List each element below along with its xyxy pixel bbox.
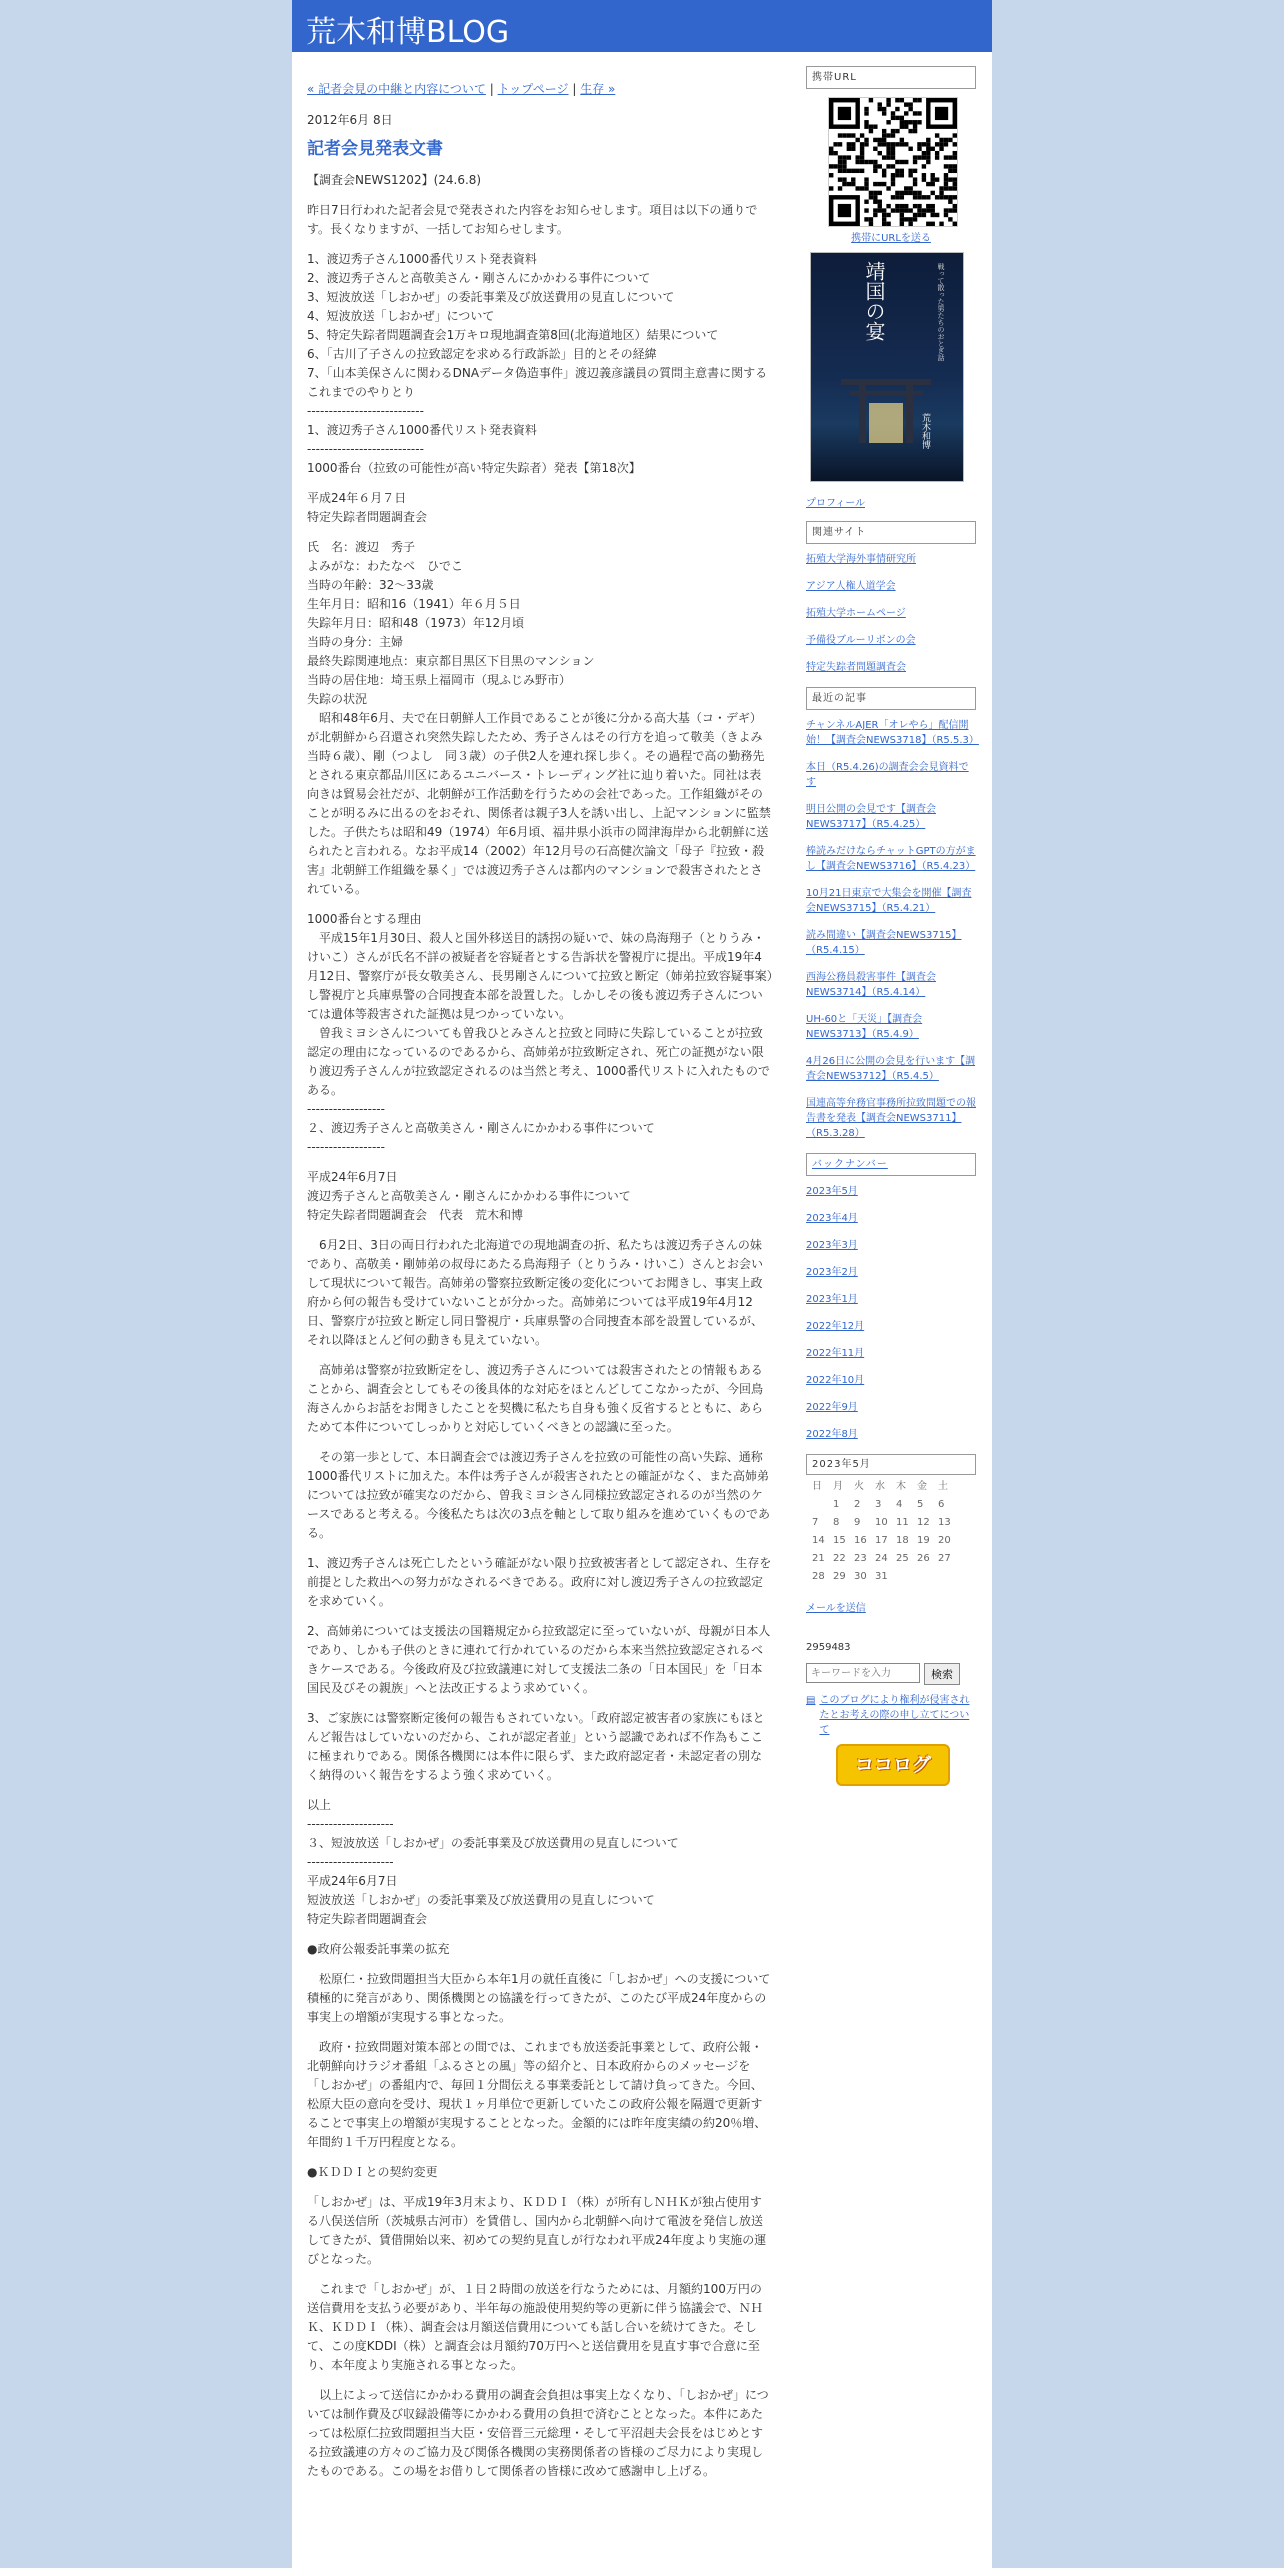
recent-entries-list <box>806 718 979 1141</box>
entry-paragraph: 平成24年６月７日 特定失踪者問題調査会 <box>307 491 428 524</box>
sidebar <box>806 66 979 1786</box>
cocolog-logo-text: ココログ <box>854 1754 931 1776</box>
calendar-weekday: 月 <box>833 1481 843 1492</box>
calendar-day: 19 <box>917 1535 930 1546</box>
entry-navigation <box>307 80 773 99</box>
calendar <box>812 1479 959 1587</box>
related-sites-heading: 関連サイト <box>806 521 976 544</box>
entry-paragraph: 以上 -------------------- ３、短波放送「しおかぜ」の委託事業及び放送費用の見直しについて -------------------- 平成24年6月7日 短波放送「しおかぜ」の委託事業及び放送費用の見直しについて 特定失踪者問題調査会 <box>307 1798 679 1926</box>
backnumber-link[interactable]: 2023年3月 <box>806 1240 858 1251</box>
entry-paragraph: 1000番台とする理由 平成15年1月30日、殺人と国外移送目的誘拐の疑いで、妹の鳥海翔子（とりうみ・けいこ）さんが氏名不詳の被疑者を容疑者とする告訴状を警視庁に提出。平成19年4月12日、警察庁が長女敬美さん、長男剛さんについて拉致と断定（姉弟拉致容疑事案）し警視庁と兵庫県警の合同捜査本部を設置した。しかしその後も渡辺秀子さんについては遺体等殺害された証拠は見つかっていない。 曽我ミヨシさんについても曽我ひとみさんと拉致と同時に失踪していることが拉致認定の理由になっているのであるから、高姉弟が拉致断定され、死亡の証拠がない限り渡辺秀子さんんが拉致認定されるのは当然と考え、1000番代リストに入れたものである。 ------------------ ２、渡辺秀子さんと高敬美さん・剛さんにかかわる事件について ------------------ <box>307 912 773 1154</box>
calendar-day: 24 <box>875 1553 888 1564</box>
torii-illustration <box>841 373 931 443</box>
rights-report-label: このブログにより権利が侵害されたとお考えの際の申し立てについて <box>819 1695 970 1736</box>
entry-paragraph: 「しおかぜ」は、平成19年3月末より、ＫＤＤＩ（株）が所有しＮＨＫが独占使用する八俣送信所（茨城県古河市）を賃借し、国内から北朝鮮へ向けて電波を発信し放送してきたが、賃借開始以来、初めての契約見直しが行なわれ平成24年度より実施の運びとなった。 <box>307 2195 767 2266</box>
backnumber-link[interactable]: 2022年12月 <box>806 1321 865 1332</box>
calendar-day: 6 <box>938 1499 945 1510</box>
related-site-link[interactable]: 予備役ブルーリボンの会 <box>806 635 916 646</box>
calendar-day: 9 <box>854 1517 861 1528</box>
recent-entry-link[interactable]: 明日公開の会見です【調査会NEWS3717】（R5.4.25） <box>806 804 936 830</box>
entry-paragraph: 3、ご家族には警察断定後何の報告もされていない。「政府認定被害者の家族にもほとんど報告はしていないのだから、これが認定者並」という認識であれば不作為もここに極まれりである。関係各機関には本件に限らず、また政府認定者・未認定者の別なく納得のいく報告をするよう強く求めていく。 <box>307 1711 765 1782</box>
qr-code-graphic <box>829 98 957 226</box>
entry-paragraph: 1、渡辺秀子さんは死亡したという確証がない限り拉致被害者として認定され、生存を前提とした救出への努力がなされるべきである。政府に対し渡辺秀子さんの拉致認定を求めていく。 <box>307 1556 772 1608</box>
backnumber-list <box>806 1184 976 1442</box>
next-entry-link[interactable]: 生存 » <box>580 82 616 96</box>
entry-date: 2012年6月 8日 <box>307 113 393 127</box>
calendar-day: 30 <box>854 1571 867 1582</box>
mail-link[interactable]: メールを送信 <box>806 1603 866 1614</box>
book-author: 荒木和博 <box>920 413 930 449</box>
entry-title[interactable]: 記者会見発表文書 <box>307 139 443 159</box>
entry-paragraph: その第一歩として、本日調査会では渡辺秀子さんを拉致の可能性の高い失踪、通称1000番代リストに加えた。本件は秀子さんが殺害されたとの確証がなく、また高姉弟については拉致が確実なのだから、曽我ミヨシさん同様拉致認定されるのが当然のケースであると考える。今後私たちは次の3点を軸として取り組みを進めていくものである。 <box>307 1450 771 1540</box>
recent-entry-link[interactable]: 西海公務員殺害事件【調査会NEWS3714】（R5.4.14） <box>806 972 936 998</box>
book-title: 靖国の宴 <box>862 261 886 341</box>
related-site-link[interactable]: 拓殖大学ホームページ <box>806 608 906 619</box>
related-site-link[interactable]: 拓殖大学海外事情研究所 <box>806 554 916 565</box>
recent-entry-link[interactable]: 本日（R5.4.26)の調査会会見資料です <box>806 762 969 788</box>
report-icon: ▤ <box>806 1695 816 1706</box>
entry-paragraph: 平成24年6月7日 渡辺秀子さんと高敬美さん・剛さんにかかわる事件について 特定失踪者問題調査会 代表 荒木和博 <box>307 1170 631 1222</box>
calendar-weekday: 火 <box>854 1481 864 1492</box>
calendar-day: 8 <box>833 1517 840 1528</box>
calendar-day: 31 <box>875 1571 888 1582</box>
blog-title[interactable]: 荒木和博BLOG <box>306 15 510 50</box>
calendar-day: 27 <box>938 1553 951 1564</box>
send-url-link[interactable]: 携帯にURLを送る <box>851 233 931 244</box>
qr-code <box>828 97 958 227</box>
related-site-link[interactable]: 特定失踪者問題調査会 <box>806 662 906 673</box>
entry-paragraph: 2、高姉弟については支援法の国籍規定から拉致認定に至っていないが、母親が日本人であり、しかも子供のときに連れて行かれているのだから本来当然拉致認定されるべきケースである。今後政府及び拉致議連に対して支援法二条の「日本国民」を「日本国民及びその親族」へと法改正するよう求めていく。 <box>307 1624 771 1695</box>
profile-link[interactable]: プロフィール <box>806 498 865 509</box>
calendar-day <box>812 1497 833 1515</box>
calendar-weekday: 木 <box>896 1481 906 1492</box>
recent-entry-link[interactable]: 国連高等弁務官事務所拉致問題での報告書を発表【調査会NEWS3711】（R5.3.28） <box>806 1098 976 1139</box>
search-form <box>806 1663 976 1685</box>
recent-entry-link[interactable]: 読み間違い【調査会NEWS3715】（R5.4.15） <box>806 930 962 956</box>
backnumber-link[interactable]: 2022年11月 <box>806 1348 865 1359</box>
prev-entry-link[interactable]: « 記者会見の中継と内容について <box>307 82 486 96</box>
calendar-day: 13 <box>938 1517 951 1528</box>
calendar-day: 26 <box>917 1553 930 1564</box>
calendar-day: 3 <box>875 1499 882 1510</box>
recent-entry-link[interactable]: チャンネルAJER「オレやら」配信開始！【調査会NEWS3718】（R5.5.3） <box>806 720 979 746</box>
top-page-link[interactable]: トップページ <box>497 82 569 96</box>
calendar-day: 18 <box>896 1535 909 1546</box>
backnumber-link[interactable]: 2022年8月 <box>806 1429 858 1440</box>
backnumber-heading[interactable]: バックナンバー <box>806 1153 976 1176</box>
nav-separator: | <box>568 82 581 96</box>
search-button[interactable]: 検索 <box>924 1663 960 1685</box>
calendar-weekday: 金 <box>917 1481 927 1492</box>
calendar-day <box>896 1569 917 1587</box>
calendar-day: 23 <box>854 1553 867 1564</box>
entry-paragraph: 以上によって送信にかかわる費用の調査会負担は事実上なくなり、「しおかぜ」については制作費及び収録設備等にかかわる費用の負担で済むこととなった。本件にあたっては松原仁拉致問題担当大臣・安倍晋三元総理・そして平沼赳夫会長をはじめとする拉致議連の方々のご協力及び関係各機関の実務関係者の皆様のご尽力により実現したものである。この場をお借りして関係者の皆様に改めて感謝申し上げる。 <box>307 2388 769 2478</box>
rights-report-link[interactable] <box>806 1693 976 1738</box>
entry-paragraph: 6月2日、3日の両日行われた北海道での現地調査の折、私たちは渡辺秀子さんの妹であり、高敬美・剛姉弟の叔母にあたる鳥海翔子（とりうみ・けいこ）さんとお会いして現状について報告。高姉弟の警察拉致断定後の変化についてお聞きし、事実上政府から何の報告も受けていないことが分かった。高姉弟については平成19年4月12日、警察庁が拉致と断定し同日警視庁・兵庫県警の合同捜査本部を設置しているが、それ以降ほとんど何の動きも見えていない。 <box>307 1238 764 1347</box>
book-cover[interactable] <box>810 252 964 482</box>
backnumber-link[interactable]: 2023年1月 <box>806 1294 858 1305</box>
access-counter: 2959483 <box>806 1642 851 1653</box>
entry-paragraph: 氏 名：渡辺 秀子 よみがな：わたなべ ひでこ 当時の年齢：32〜33歳 生年月日：昭和16（1941）年６月５日 失踪年月日：昭和48（1973）年12月頃 当時の身分：主婦 最終失踪関連地点：東京都目黒区下目黒のマンション 当時の居住地：埼玉県上福岡市（現ふじみ野市） 失踪の状況 昭和48年6月、夫で在日朝鮮人工作員であることが後に分かる高大基（コ・デギ）が北朝鮮から召還され突然失踪したため、秀子さんはその行方を追って敬美（きよみ 当時６歳）、剛（つよし 同３歳）の子供2人を連れ探し歩く。その過程で高の勤務先とされる東京都品川区にあるユニバース・トレーディング社に辿り着いた。同社は表向きは貿易会社だが、北朝鮮が工作活動を行うための会社であった。工作組織がそのことが明るみに出るのをおそれ、関係者は親子3人を誘い出し、上記マンションに監禁した。子供たちは昭和49（1974）年6月頃、福井県小浜市の岡津海岸から北朝鮮に送られたと言われる。なお平成14（2002）年12月号の石高健次論文「母子『拉致・殺害』北朝鮮工作組織を暴く」では渡辺秀子さんは都内のマンションで殺害されたとされている。 <box>307 540 771 896</box>
entry-paragraph: 【調査会NEWS1202】(24.6.8) <box>307 173 482 187</box>
calendar-day: 20 <box>938 1535 951 1546</box>
calendar-day: 14 <box>812 1535 825 1546</box>
recent-entry-link[interactable]: UH-60と「天災」【調査会NEWS3713】（R5.4.9） <box>806 1014 923 1040</box>
calendar-day: 1 <box>833 1499 840 1510</box>
main-column <box>307 80 773 2492</box>
mobile-url-heading: 携帯URL <box>806 66 976 89</box>
entry-paragraph: 昨日7日行われた記者会見で発表された内容をお知らせします。項目は以下の通りです。長くなりますが、一括してお知らせします。 <box>307 203 758 236</box>
calendar-day: 29 <box>833 1571 846 1582</box>
backnumber-link[interactable]: 2022年9月 <box>806 1402 858 1413</box>
calendar-day <box>938 1569 959 1587</box>
calendar-day <box>917 1569 938 1587</box>
calendar-day: 16 <box>854 1535 867 1546</box>
calendar-weekday: 日 <box>812 1481 822 1492</box>
backnumber-link[interactable]: 2023年4月 <box>806 1213 858 1224</box>
related-site-link[interactable]: アジア人権人道学会 <box>806 581 896 592</box>
search-input[interactable] <box>806 1663 920 1683</box>
recent-entry-link[interactable]: 10月21日東京で大集会を開催【調査会NEWS3715】（R5.4.21） <box>806 888 972 914</box>
calendar-day: 17 <box>875 1535 888 1546</box>
cocolog-logo[interactable] <box>836 1744 950 1786</box>
calendar-day: 4 <box>896 1499 903 1510</box>
calendar-day: 28 <box>812 1571 825 1582</box>
entry-paragraph: 政府・拉致問題対策本部との間では、これまでも放送委託事業として、政府公報・北朝鮮向けラジオ番組「ふるさとの風」等の紹介と、日本政府からのメッセージを「しおかぜ」の番組内で、毎回１分間伝える事業委託として請け負ってきた。今回、松原大臣の意向を受け、現状１ヶ月単位で更新していたこの政府公報を隔週で更新することで事実上の増額が実現することとなった。金額的には昨年度実績の約20％増、年間約１千万円程度となる。 <box>307 2040 767 2149</box>
calendar-day: 25 <box>896 1553 909 1564</box>
entry-paragraph: ●政府公報委託事業の拡充 <box>307 1942 450 1956</box>
calendar-day: 10 <box>875 1517 888 1528</box>
nav-separator: | <box>485 82 498 96</box>
calendar-day: 21 <box>812 1553 825 1564</box>
recent-entry-link[interactable]: 4月26日に公開の会見を行います【調査会NEWS3712】（R5.4.5） <box>806 1056 976 1082</box>
entry-paragraph: ●ＫＤＤＩとの契約変更 <box>307 2165 438 2179</box>
page <box>292 0 992 2568</box>
entry-paragraph: 高姉弟は警察が拉致断定をし、渡辺秀子さんについては殺害されたとの情報もあることから、調査会としてもその後具体的な対応をほとんどしてこなかったが、今回鳥海さんからお話をお聞きしたことを契機に私たち自身も強く反省するとともに、あらためて本件についてしっかりと対応していくべきとの認識に至った。 <box>307 1363 764 1434</box>
calendar-weekday: 土 <box>938 1481 948 1492</box>
related-sites-list <box>806 552 976 675</box>
calendar-day: 5 <box>917 1499 924 1510</box>
calendar-title: 2023年5月 <box>806 1454 976 1475</box>
calendar-day: 2 <box>854 1499 861 1510</box>
book-subtitle: 戦って散った男たちのおとぎ話 <box>937 263 945 361</box>
calendar-day: 15 <box>833 1535 846 1546</box>
backnumber-link[interactable]: 2023年2月 <box>806 1267 858 1278</box>
calendar-weekday: 水 <box>875 1481 885 1492</box>
recent-entry-link[interactable]: 棒読みだけならチャットGPTの方がまし【調査会NEWS3716】（R5.4.23） <box>806 846 976 872</box>
calendar-day: 22 <box>833 1553 846 1564</box>
backnumber-link[interactable]: 2023年5月 <box>806 1186 858 1197</box>
entry-paragraph: これまで「しおかぜ」が、１日２時間の放送を行なうためには、月額約100万円の送信費用を支払う必要があり、半年毎の施設使用契約等の更新に伴う協議会で、ＮＨＫ、ＫＤＤＩ（株）、調査会は月額送信費用についても話し合いを続けてきた。そして、この度KDDI（株）と調査会は月額約70万円へと送信費用を見直す事で合意に至り、本年度より実施される事となった。 <box>307 2282 763 2372</box>
recent-entries-heading: 最近の記事 <box>806 687 976 710</box>
backnumber-link[interactable]: 2022年10月 <box>806 1375 865 1386</box>
calendar-day: 7 <box>812 1517 819 1528</box>
blog-banner <box>292 0 992 52</box>
calendar-day: 12 <box>917 1517 930 1528</box>
entry-paragraph: 1、渡辺秀子さん1000番代リスト発表資料 2、渡辺秀子さんと高敬美さん・剛さんにかかわる事件について 3、短波放送「しおかぜ」の委託事業及び放送費用の見直しについて 4、短波放送「しおかぜ」について 5、特定失踪者問題調査会1万キロ現地調査第8回(北海道地区）結果について 6、「古川了子さんの拉致認定を求める行政訴訟」目的とその経緯 7、「山本美保さんに関わるDNAデータ偽造事件」渡辺義彦議員の質問主意書に関するこれまでのやりとり --------------------------- 1、渡辺秀子さん1000番代リスト発表資料 --------------------------- 1000番台（拉致の可能性が高い特定失踪者）発表【第18次】 <box>307 252 768 475</box>
entry-paragraph: 松原仁・拉致問題担当大臣から本年1月の就任直後に「しおかぜ」への支援について積極的に発言があり、関係機関との協議を行ってきたが、このたび平成24年度からの事実上の増額が実現する事となった。 <box>307 1972 771 2024</box>
calendar-day: 11 <box>896 1517 909 1528</box>
entry-body <box>307 171 773 2481</box>
